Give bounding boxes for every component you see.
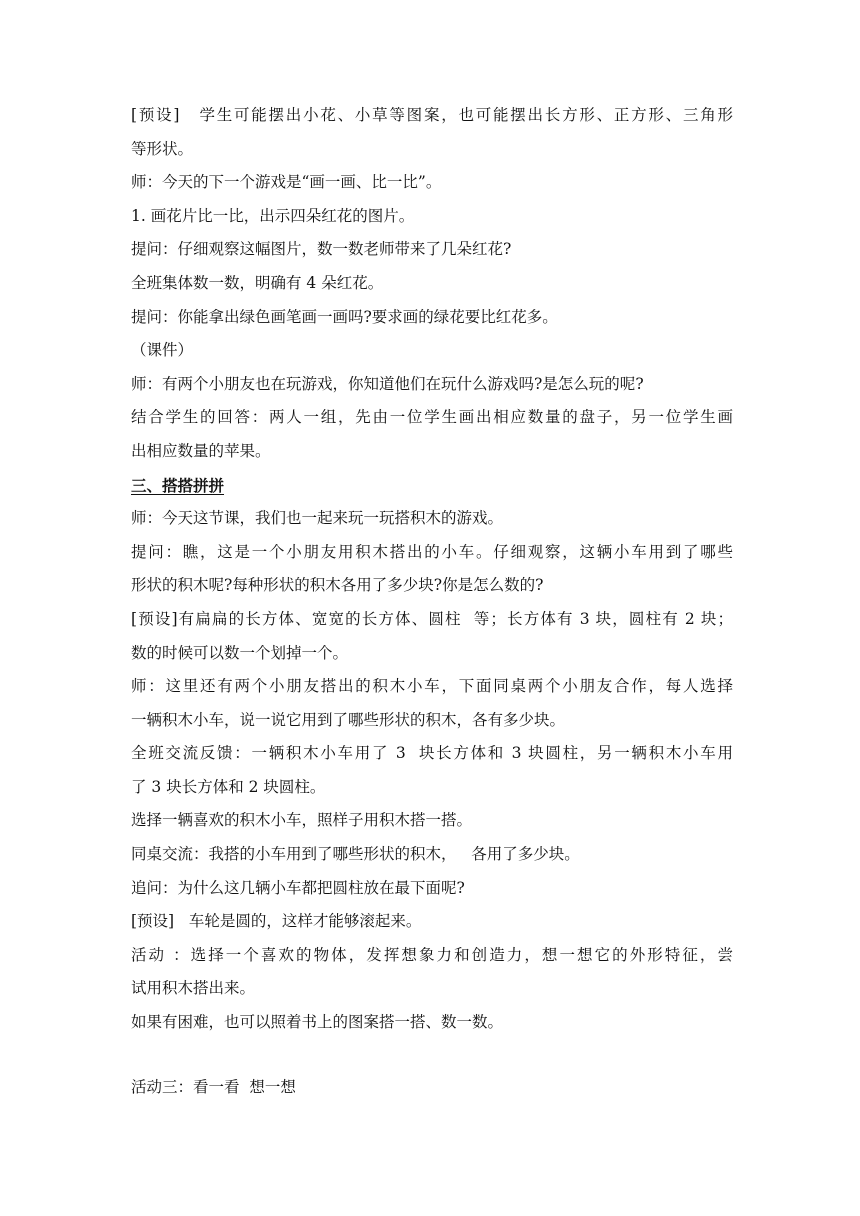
text-line: 师：今天这节课，我们也一起来玩一玩搭积木的游戏。	[131, 509, 504, 528]
text-line: 全班集体数一数，明确有 4 朵红花。	[131, 273, 384, 292]
text-line: [预设]有扁扁的长方体、宽宽的长方体、圆柱 等；长方体有 3 块，圆柱有 2 块；	[131, 609, 733, 628]
text-line: 出相应数量的苹果。	[131, 441, 271, 460]
text-line: [预设] 车轮是圆的，这样才能够滚起来。	[131, 912, 422, 931]
blank-line	[131, 1040, 733, 1071]
section-heading: 三、搭搭拼拼	[131, 475, 225, 495]
text-line: 了 3 块长方体和 2 块圆柱。	[131, 777, 326, 796]
text-line: 全班交流反馈：一辆积木小车用了 3 块长方体和 3 块圆柱，另一辆积木小车用	[131, 744, 733, 763]
document-page	[131, 99, 733, 1104]
text-line: （课件）	[131, 341, 194, 360]
text-line: 数的时候可以数一个划掉一个。	[131, 643, 349, 662]
text-line: 师：今天的下一个游戏是“画一画、比一比”。	[131, 173, 442, 192]
text-line: 试用积木搭出来。	[131, 979, 256, 998]
text-line: [预设] 学生可能摆出小花、小草等图案，也可能摆出长方形、正方形、三角形	[131, 106, 733, 124]
text-line: 活动 ：选择一个喜欢的物体，发挥想象力和创造力，想一想它的外形特征，尝	[131, 945, 733, 964]
text-line: 形状的积木呢?每种形状的积木各用了多少块?你是怎么数的?	[131, 576, 544, 595]
text-line: 师：这里还有两个小朋友搭出的积木小车，下面同桌两个小朋友合作，每人选择	[131, 677, 733, 696]
text-line: 提问：仔细观察这幅图片，数一数老师带来了几朵红花?	[131, 240, 512, 259]
text-line: 追问：为什么这几辆小车都把圆柱放在最下面呢?	[131, 878, 465, 897]
text-line: 如果有困难，也可以照着书上的图案搭一搭、数一数。	[131, 1013, 504, 1032]
text-line: 同桌交流：我搭的小车用到了哪些形状的积木， 各用了多少块。	[131, 845, 580, 864]
text-line: 等形状。	[131, 139, 194, 158]
text-line: 师：有两个小朋友也在玩游戏，你知道他们在玩什么游戏吗?是怎么玩的呢?	[131, 374, 644, 393]
text-line: 提问：你能拿出绿色画笔画一画吗?要求画的绿花要比红花多。	[131, 307, 558, 326]
text-line: 结合学生的回答：两人一组，先由一位学生画出相应数量的盘子，另一位学生画	[131, 408, 733, 427]
text-line: 提问：瞧，这是一个小朋友用积木搭出的小车。仔细观察，这辆小车用到了哪些	[131, 542, 733, 561]
text-line: 1. 画花片比一比，出示四朵红花的图片。	[131, 206, 415, 225]
activity-heading: 活动三：看一看 想一想	[131, 1077, 296, 1096]
text-line: 选择一辆喜欢的积木小车，照样子用积木搭一搭。	[131, 811, 473, 830]
text-line: 一辆积木小车，说一说它用到了哪些形状的积木，各有多少块。	[131, 710, 566, 729]
